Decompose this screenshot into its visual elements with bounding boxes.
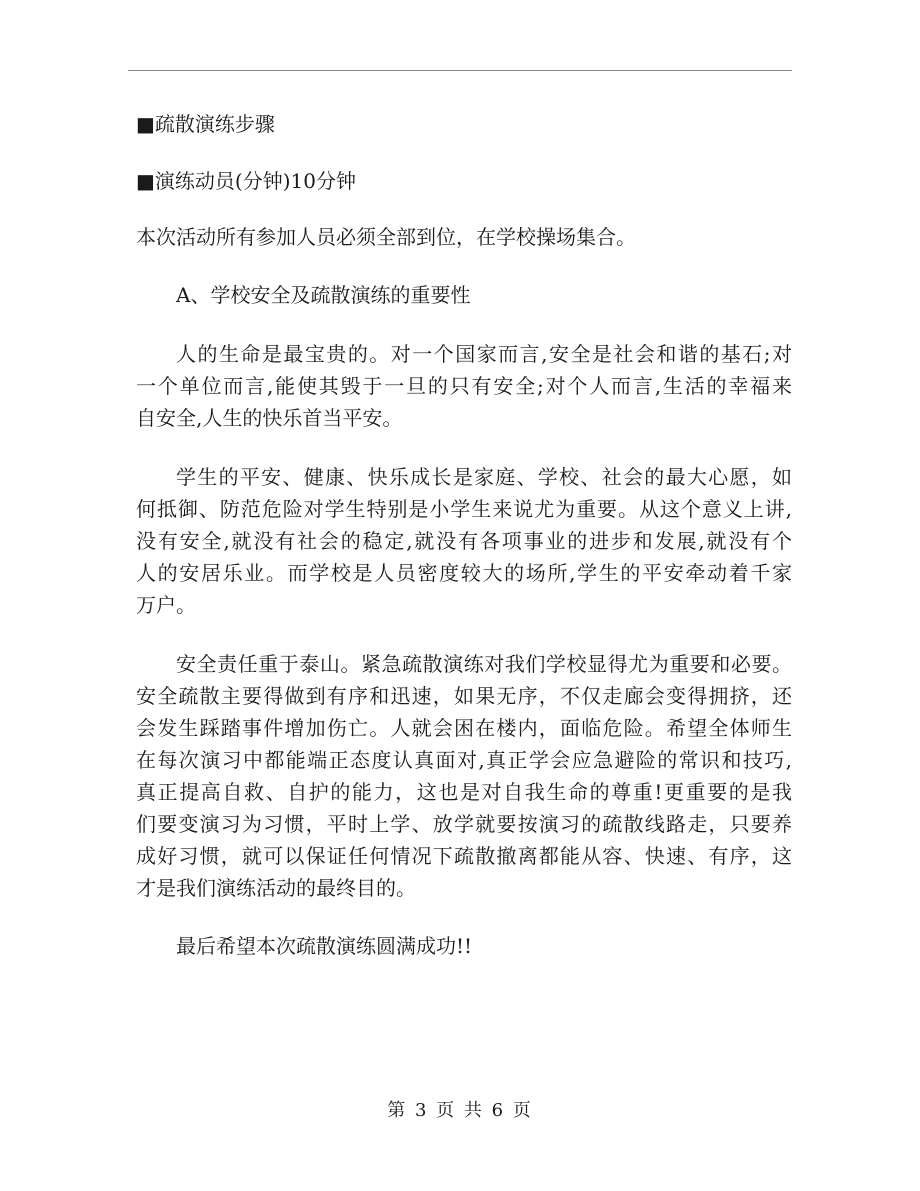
paragraph-line: 真正提高自救、自护的能力，这也是对自我生命的尊重!更重要的是我 bbox=[136, 780, 792, 804]
paragraph-line: 没有安全,就没有社会的稳定,就没有各项事业的进步和发展,就没有个 bbox=[136, 529, 792, 553]
paragraph-line: 成好习惯，就可以保证任何情况下疏散撤离都能从容、快速、有序，这 bbox=[136, 844, 792, 868]
paragraph-line: 自安全,人生的快乐首当平安。 bbox=[136, 406, 403, 430]
paragraph-life-value bbox=[136, 338, 792, 434]
heading-drill-mobilization: ■演练动员(分钟)10分钟 bbox=[136, 169, 356, 193]
paragraph-line: 一个单位而言,能使其毁于一旦的只有安全;对个人而言,生活的幸福来 bbox=[136, 374, 792, 398]
document-body bbox=[136, 108, 792, 962]
paragraph-line: 学生的平安、健康、快乐成长是家庭、学校、社会的最大心愿，如 bbox=[176, 465, 792, 489]
paragraph-closing: 最后希望本次疏散演练圆满成功!! bbox=[176, 934, 473, 958]
paragraph-line: 安全疏散主要得做到有序和迅速，如果无序，不仅走廊会变得拥挤，还 bbox=[136, 684, 792, 708]
paragraph-gather: 本次活动所有参加人员必须全部到位，在学校操场集合。 bbox=[136, 225, 636, 249]
paragraph-line: 何抵御、防范危险对学生特别是小学生来说尤为重要。从这个意义上讲, bbox=[136, 497, 792, 521]
heading-evacuation-steps: ■疏散演练步骤 bbox=[136, 112, 275, 136]
paragraph-drill-importance bbox=[136, 648, 792, 904]
page-number-footer: 第 3 页 共 6 页 bbox=[387, 1100, 533, 1121]
paragraph-line: 安全责任重于泰山。紧急疏散演练对我们学校显得尤为重要和必要。 bbox=[176, 652, 792, 676]
paragraph-student-safety bbox=[136, 461, 792, 621]
paragraph-line: 们要变演习为习惯，平时上学、放学就要按演习的疏散线路走，只要养 bbox=[136, 812, 792, 836]
paragraph-line: 人的生命是最宝贵的。对一个国家而言,安全是社会和谐的基石;对 bbox=[176, 342, 792, 366]
paragraph-line: 会发生踩踏事件增加伤亡。人就会困在楼内，面临危险。希望全体师生 bbox=[136, 716, 792, 740]
paragraph-line: 才是我们演练活动的最终目的。 bbox=[136, 876, 416, 900]
section-heading-a: A、学校安全及疏散演练的重要性 bbox=[176, 283, 471, 307]
paragraph-line: 人的安居乐业。而学校是人员密度较大的场所,学生的平安牵动着千家 bbox=[136, 561, 792, 585]
paragraph-line: 万户。 bbox=[136, 593, 196, 617]
header-rule bbox=[128, 70, 792, 71]
paragraph-line: 在每次演习中都能端正态度认真面对,真正学会应急避险的常识和技巧, bbox=[136, 748, 792, 772]
